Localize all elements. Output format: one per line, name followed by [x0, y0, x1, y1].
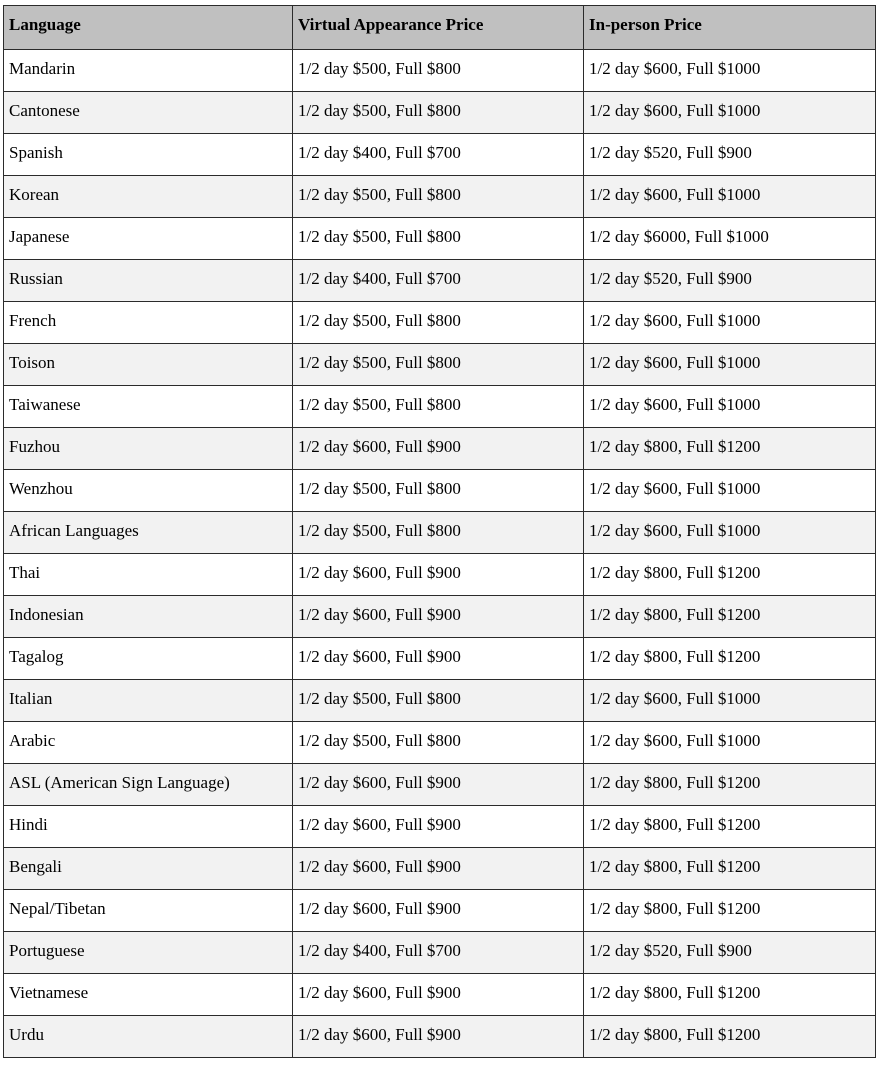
cell-in-person-price: 1/2 day $520, Full $900	[584, 260, 876, 302]
cell-in-person-price: 1/2 day $520, Full $900	[584, 932, 876, 974]
cell-in-person-price: 1/2 day $600, Full $1000	[584, 176, 876, 218]
cell-language: Vietnamese	[4, 974, 293, 1016]
cell-virtual-price: 1/2 day $600, Full $900	[293, 596, 584, 638]
cell-in-person-price: 1/2 day $800, Full $1200	[584, 806, 876, 848]
cell-language: Bengali	[4, 848, 293, 890]
cell-in-person-price: 1/2 day $600, Full $1000	[584, 302, 876, 344]
cell-in-person-price: 1/2 day $600, Full $1000	[584, 680, 876, 722]
cell-in-person-price: 1/2 day $600, Full $1000	[584, 50, 876, 92]
cell-language: African Languages	[4, 512, 293, 554]
pricing-table	[3, 5, 876, 1058]
cell-virtual-price: 1/2 day $500, Full $800	[293, 92, 584, 134]
table-row	[4, 428, 876, 470]
cell-virtual-price: 1/2 day $600, Full $900	[293, 1016, 584, 1058]
cell-language: Nepal/Tibetan	[4, 890, 293, 932]
table-row	[4, 848, 876, 890]
cell-virtual-price: 1/2 day $500, Full $800	[293, 218, 584, 260]
cell-in-person-price: 1/2 day $800, Full $1200	[584, 974, 876, 1016]
table-row	[4, 386, 876, 428]
table-header	[4, 6, 876, 50]
cell-virtual-price: 1/2 day $400, Full $700	[293, 932, 584, 974]
table-row	[4, 596, 876, 638]
cell-language: Russian	[4, 260, 293, 302]
cell-language: Toison	[4, 344, 293, 386]
cell-in-person-price: 1/2 day $600, Full $1000	[584, 344, 876, 386]
cell-language: Cantonese	[4, 92, 293, 134]
cell-virtual-price: 1/2 day $600, Full $900	[293, 890, 584, 932]
cell-in-person-price: 1/2 day $800, Full $1200	[584, 764, 876, 806]
table-row	[4, 974, 876, 1016]
cell-language: Korean	[4, 176, 293, 218]
cell-in-person-price: 1/2 day $800, Full $1200	[584, 1016, 876, 1058]
cell-in-person-price: 1/2 day $600, Full $1000	[584, 512, 876, 554]
cell-language: Spanish	[4, 134, 293, 176]
cell-language: Hindi	[4, 806, 293, 848]
table-row	[4, 344, 876, 386]
table-row	[4, 50, 876, 92]
cell-virtual-price: 1/2 day $500, Full $800	[293, 470, 584, 512]
cell-virtual-price: 1/2 day $600, Full $900	[293, 638, 584, 680]
table-row	[4, 638, 876, 680]
cell-virtual-price: 1/2 day $600, Full $900	[293, 764, 584, 806]
cell-in-person-price: 1/2 day $6000, Full $1000	[584, 218, 876, 260]
cell-in-person-price: 1/2 day $800, Full $1200	[584, 848, 876, 890]
cell-virtual-price: 1/2 day $400, Full $700	[293, 260, 584, 302]
cell-virtual-price: 1/2 day $500, Full $800	[293, 50, 584, 92]
cell-virtual-price: 1/2 day $600, Full $900	[293, 848, 584, 890]
cell-in-person-price: 1/2 day $520, Full $900	[584, 134, 876, 176]
cell-in-person-price: 1/2 day $800, Full $1200	[584, 554, 876, 596]
cell-in-person-price: 1/2 day $800, Full $1200	[584, 638, 876, 680]
cell-virtual-price: 1/2 day $600, Full $900	[293, 554, 584, 596]
table-row	[4, 134, 876, 176]
header-language: Language	[4, 6, 293, 50]
cell-in-person-price: 1/2 day $800, Full $1200	[584, 890, 876, 932]
cell-in-person-price: 1/2 day $800, Full $1200	[584, 596, 876, 638]
table-row	[4, 92, 876, 134]
cell-virtual-price: 1/2 day $600, Full $900	[293, 974, 584, 1016]
cell-language: Portuguese	[4, 932, 293, 974]
cell-language: Taiwanese	[4, 386, 293, 428]
cell-in-person-price: 1/2 day $600, Full $1000	[584, 386, 876, 428]
table-row	[4, 1016, 876, 1058]
table-row	[4, 218, 876, 260]
cell-virtual-price: 1/2 day $500, Full $800	[293, 722, 584, 764]
cell-language: Urdu	[4, 1016, 293, 1058]
cell-virtual-price: 1/2 day $500, Full $800	[293, 302, 584, 344]
cell-virtual-price: 1/2 day $400, Full $700	[293, 134, 584, 176]
table-row	[4, 512, 876, 554]
table-row	[4, 302, 876, 344]
cell-language: Indonesian	[4, 596, 293, 638]
cell-language: Japanese	[4, 218, 293, 260]
table-row	[4, 260, 876, 302]
table-row	[4, 764, 876, 806]
table-row	[4, 806, 876, 848]
header-virtual-price: Virtual Appearance Price	[293, 6, 584, 50]
table-row	[4, 554, 876, 596]
table-row	[4, 932, 876, 974]
cell-virtual-price: 1/2 day $500, Full $800	[293, 386, 584, 428]
cell-language: Tagalog	[4, 638, 293, 680]
cell-in-person-price: 1/2 day $600, Full $1000	[584, 92, 876, 134]
cell-language: Italian	[4, 680, 293, 722]
cell-language: Fuzhou	[4, 428, 293, 470]
header-row	[4, 6, 876, 50]
cell-language: Wenzhou	[4, 470, 293, 512]
cell-virtual-price: 1/2 day $600, Full $900	[293, 806, 584, 848]
cell-virtual-price: 1/2 day $500, Full $800	[293, 512, 584, 554]
cell-virtual-price: 1/2 day $500, Full $800	[293, 344, 584, 386]
cell-in-person-price: 1/2 day $600, Full $1000	[584, 722, 876, 764]
table-row	[4, 890, 876, 932]
cell-virtual-price: 1/2 day $600, Full $900	[293, 428, 584, 470]
table-body	[4, 50, 876, 1058]
cell-language: Mandarin	[4, 50, 293, 92]
table-row	[4, 470, 876, 512]
cell-language: Thai	[4, 554, 293, 596]
cell-in-person-price: 1/2 day $800, Full $1200	[584, 428, 876, 470]
cell-language: French	[4, 302, 293, 344]
cell-in-person-price: 1/2 day $600, Full $1000	[584, 470, 876, 512]
table-row	[4, 176, 876, 218]
cell-virtual-price: 1/2 day $500, Full $800	[293, 680, 584, 722]
table-row	[4, 722, 876, 764]
table-row	[4, 680, 876, 722]
cell-virtual-price: 1/2 day $500, Full $800	[293, 176, 584, 218]
cell-language: Arabic	[4, 722, 293, 764]
header-in-person-price: In-person Price	[584, 6, 876, 50]
cell-language: ASL (American Sign Language)	[4, 764, 293, 806]
